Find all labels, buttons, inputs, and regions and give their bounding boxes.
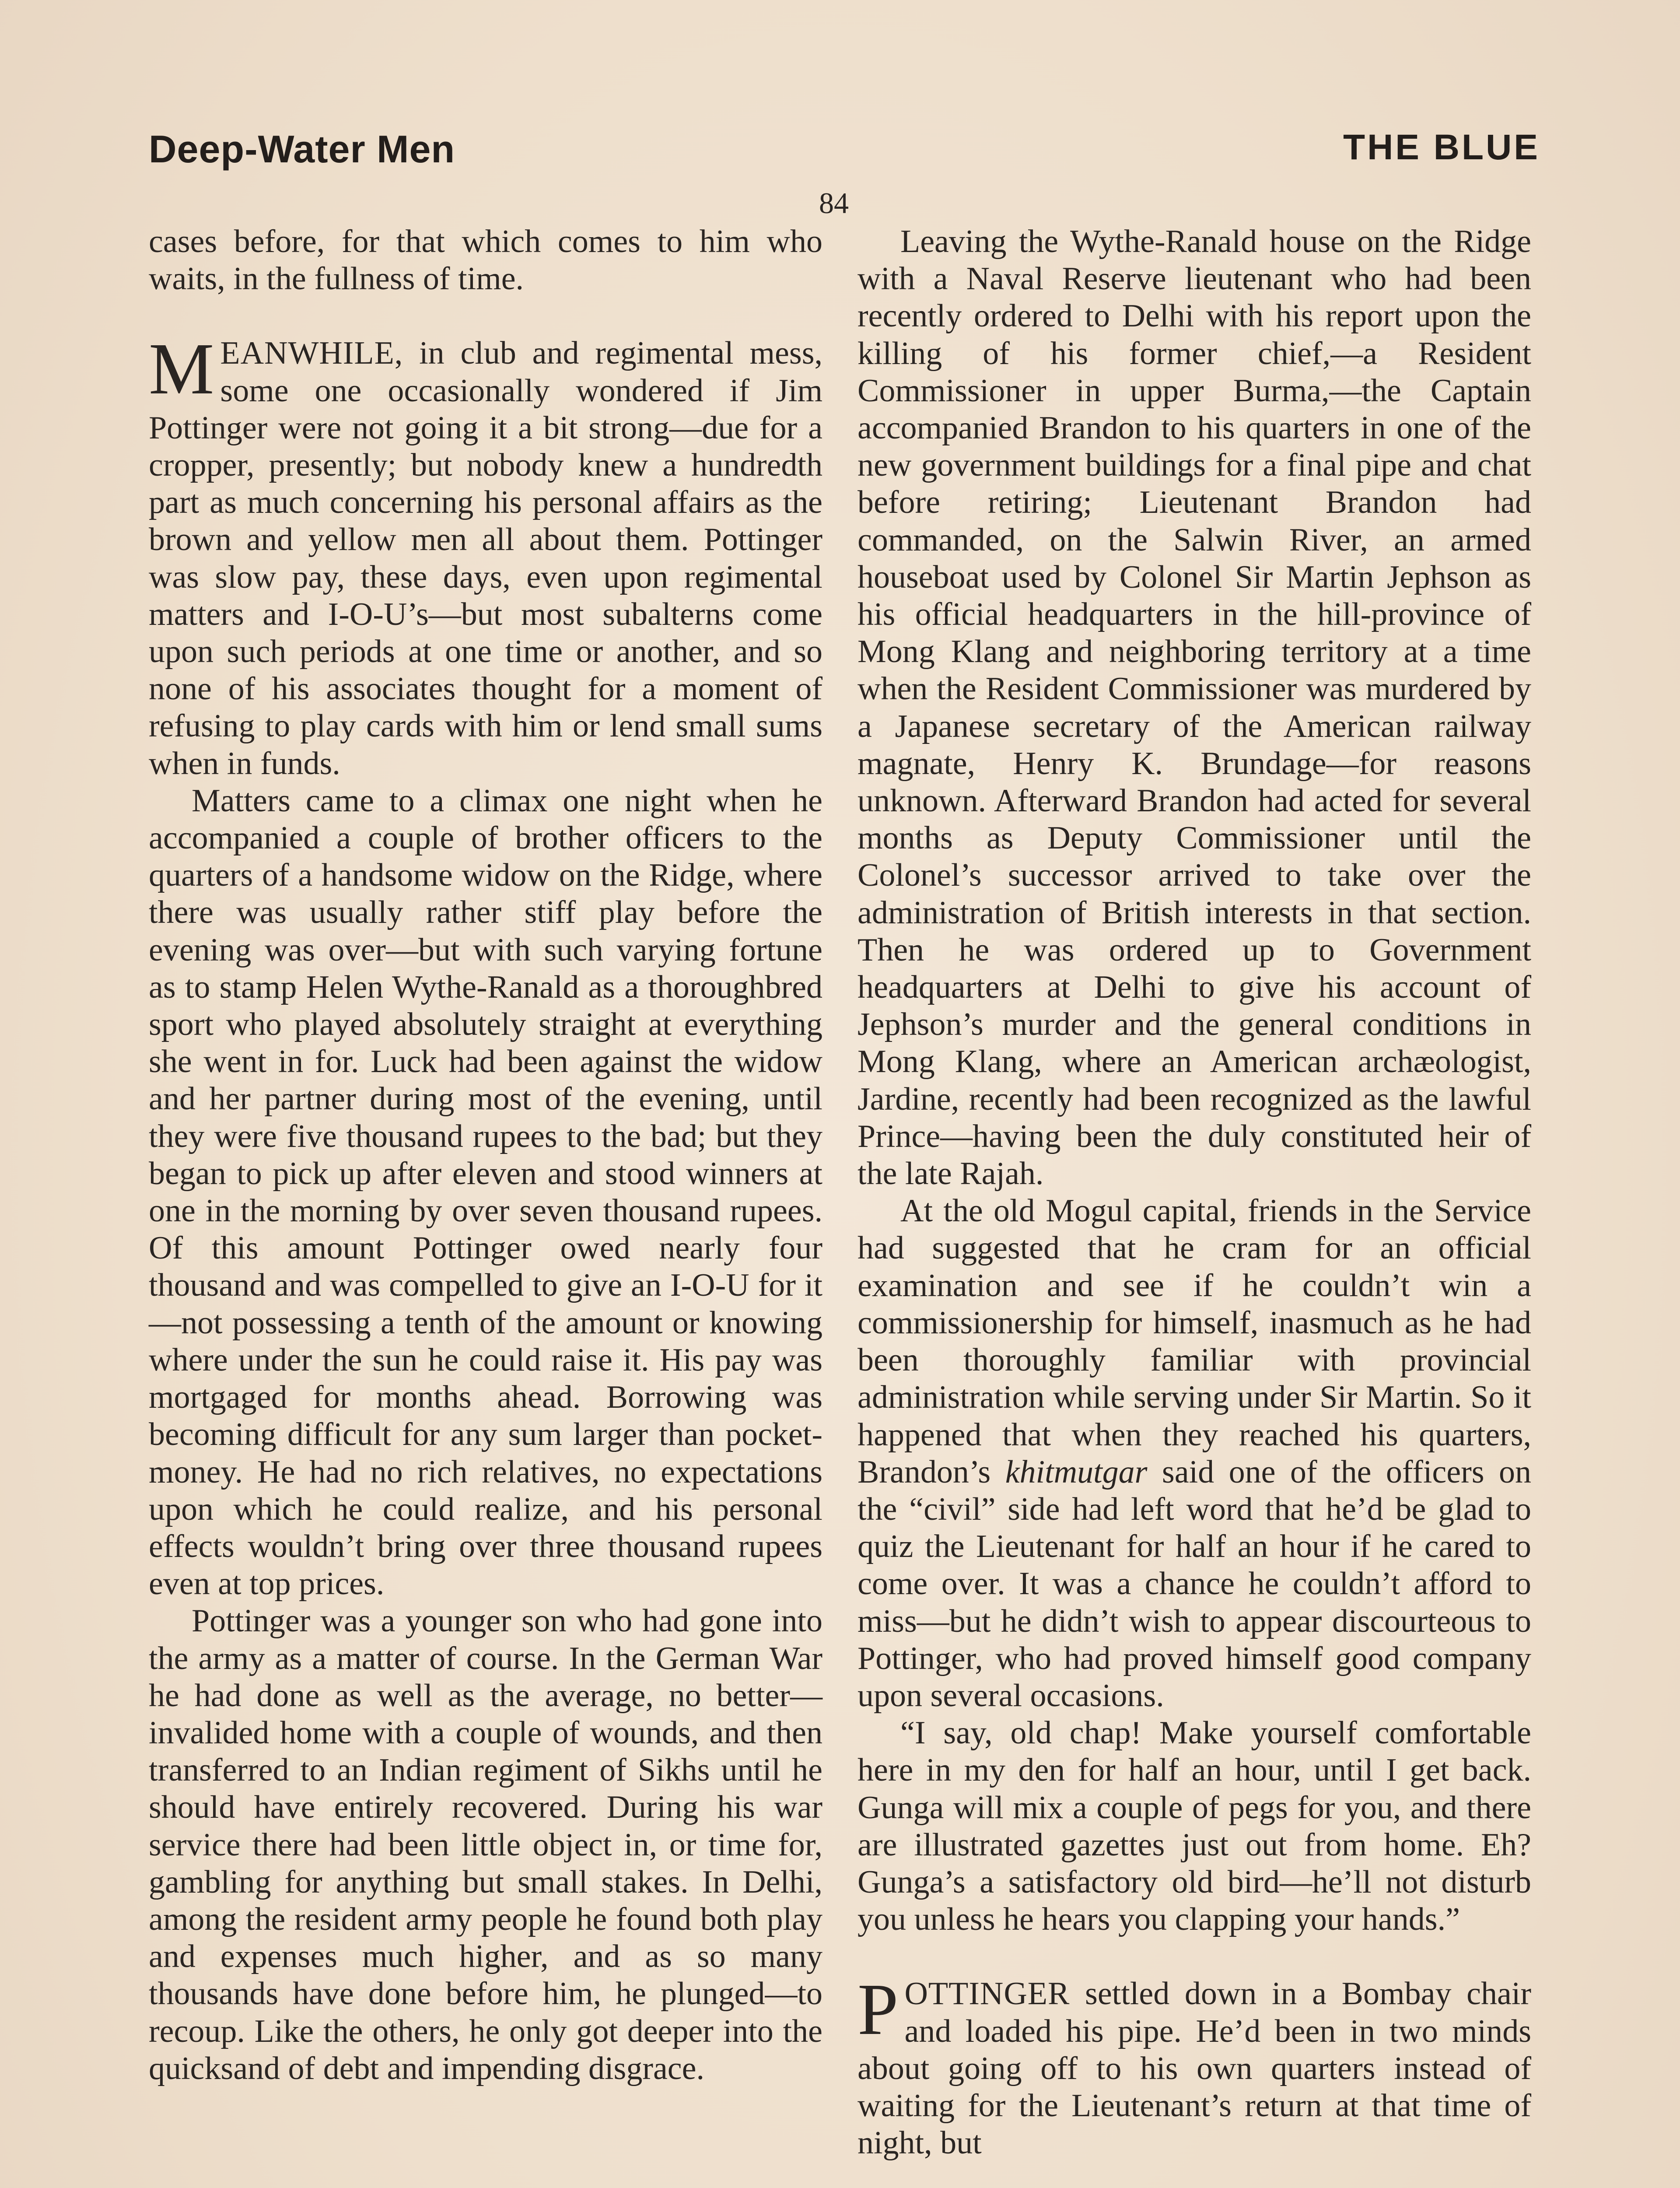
left-text-column: [149, 223, 822, 2087]
right-text-column: [858, 223, 1531, 2162]
paragraph: Leaving the Wythe-Ranald house on the Ridge with a Naval Reserve lieutenant who had been recently ordered to Delhi with his report upon the killing of his former chief,—a Resident Commissioner in upper Burma,—the Captain accompanied Brandon to his quarters in one of the new government buildings for a final pipe and chat before retiring; Lieutenant Brandon had commanded, on the Salwin River, an armed houseboat used by Colonel Sir Martin Jephson as his official headquarters in the hill-province of Mong Klang and neighboring territory at a time when the Resident Commissioner was murdered by a Japanese secretary of the American railway magnate, Henry K. Brundage—for reasons unknown. Afterward Brandon had acted for several months as Deputy Commissioner until the Colonel’s successor arrived to take over the administration of British interests in that section. Then he was ordered up to Government headquarters at Delhi to give his account of Jephson’s murder and the general conditions in Mong Klang, where an American archæologist, Jardine, recently had been recognized as the lawful Prince—having been the duly constituted heir of the late Rajah.: [858, 224, 1531, 1192]
drop-cap: M: [149, 328, 214, 410]
italic-term: khitmutgar: [1005, 1454, 1148, 1490]
lead-in-text: EANWHILE,: [220, 335, 403, 372]
drop-cap: P: [858, 1969, 899, 2051]
running-head-story-title: Deep-Water Men: [149, 127, 455, 171]
paragraph-text: At the old Mogul capital, friends in the Service had suggested that he cram for an official examination and see if he couldn’t win a commissionership for himself, inasmuch as he had been thoroughly familiar with provincial administration while serving under Sir Martin. So it happened that when they reached his quarters, Brandon’s: [858, 1193, 1531, 1490]
paragraph-text: said one of the officers on the “civil” side had left word that he’d be glad to quiz the Lieutenant for half an hour if he cared to come over. It was a chance he couldn’t afford to miss—but he didn’t wish to appear discourteous to Pottinger, who had proved himself good company upon several occasions.: [858, 1454, 1532, 1714]
running-head-magazine-title: THE BLUE: [1343, 127, 1540, 167]
paragraph: [858, 1192, 1531, 1715]
page-number: 84: [819, 186, 849, 220]
paragraph: Pottinger was a younger son who had gone into the army as a matter of course. In the German War he had done as well as the average, no better—invalided home with a couple of wounds, and then transferred to an Indian regiment of Sikhs until he should have entirely recovered. During his war service there had been little object in, or time for, gambling for anything but small stakes. In Delhi, among the resident army people he found both play and expenses much higher, and as so many thousands have done before him, he plunged—to recoup. Like the others, he only got deeper into the quicksand of debt and impending disgrace.: [149, 1603, 822, 2086]
paragraph: “I say, old chap! Make yourself comfortable here in my den for half an hour, until I get back. Gunga will mix a couple of pegs for you, and there are illustrated gazettes just out from home. Eh? Gunga’s a satisfactory old bird—he’ll not disturb you unless he hears you clapping your hands.”: [858, 1715, 1531, 1938]
section-opening-paragraph: [149, 328, 822, 782]
paragraph-text: settled down in a Bombay chair and loaded his pipe. He’d been in two minds about going off to his own quarters instead of waiting for the Lieutenant’s return at that time of night, but: [858, 1976, 1531, 2161]
lead-in-text: OTTINGER: [904, 1976, 1070, 2012]
paragraph: cases before, for that which comes to him who waits, in the fullness of time.: [149, 224, 822, 297]
section-opening-paragraph: [858, 1969, 1531, 2162]
paragraph: Matters came to a climax one night when he accompanied a couple of brother officers to the quarters of a handsome widow on the Ridge, where there was usually rather stiff play before the evening was over—but with such varying fortune as to stamp Helen Wythe-Ranald as a thoroughbred sport who played absolutely straight at everything she went in for. Luck had been against the widow and her partner during most of the evening, until they were five thousand rupees to the bad; but they began to pick up after eleven and stood winners at one in the morning by over seven thousand rupees. Of this amount Pottinger owed nearly four thousand and was compelled to give an I-O-U for it—not possessing a tenth of the amount or knowing where under the sun he could raise it. His pay was mortgaged for months ahead. Borrowing was becoming difficult for any sum larger than pocket-money. He had no rich relatives, no expectations upon which he could realize, and his personal effects wouldn’t bring over three thousand rupees even at top prices.: [149, 782, 822, 1602]
paragraph-text: in club and regimental mess, some one occasionally wondered if Jim Pottinger were not going it a bit strong—due for a cropper, presently; but nobody knew a hundredth part as much concerning his personal affairs as the brown and yellow men all about them. Pottinger was slow pay, these days, even upon regimental matters and I-O-U’s—but most subalterns come upon such periods at one time or another, and so none of his associates thought for a moment of refusing to play cards with him or lend small sums when in funds.: [149, 335, 822, 782]
